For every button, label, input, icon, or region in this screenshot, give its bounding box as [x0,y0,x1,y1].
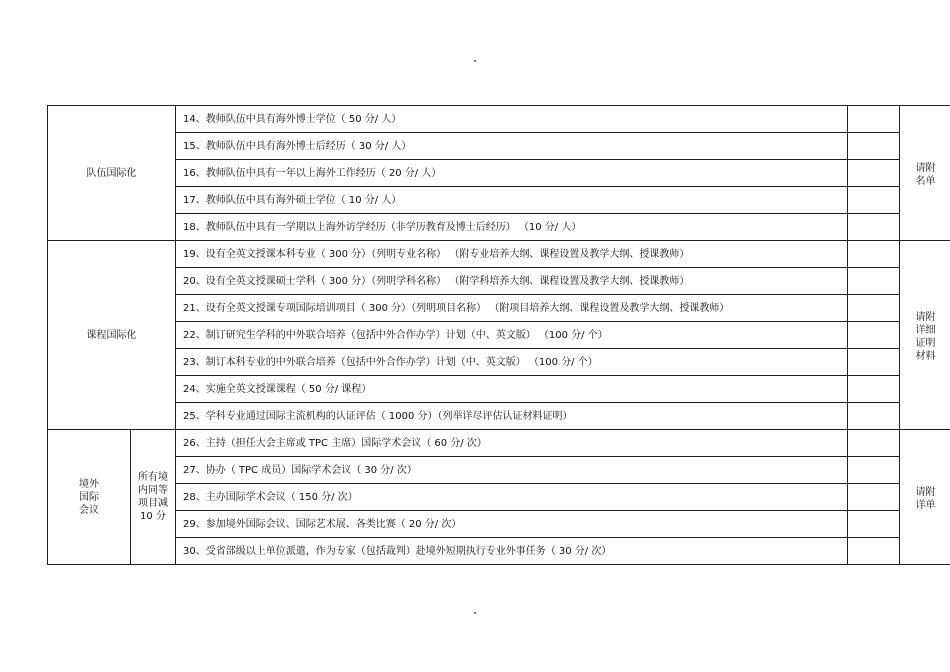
score-cell[interactable] [848,376,900,403]
table-row [48,106,950,133]
item-25: 25、学科专业通过国际主流机构的认证评估（ 1000 分）（列举详尽评估认证材料证明） [176,403,848,430]
table-row [48,268,950,295]
table-row [48,511,950,538]
table-row [48,376,950,403]
score-cell[interactable] [848,484,900,511]
item-14: 14、教师队伍中具有海外博士学位（ 50 分/ 人） [176,106,848,133]
scoring-table [47,105,950,565]
table-row [48,457,950,484]
score-cell[interactable] [848,268,900,295]
score-cell[interactable] [848,403,900,430]
table-row [48,322,950,349]
item-22: 22、制订研究生学科的中外联合培养（包括中外合作办学）计划（中、英文版） （100 分/ 个） [176,322,848,349]
category-conference: 境外 国际 会议 [48,430,131,565]
item-28: 28、主办国际学术会议（ 150 分/ 次） [176,484,848,511]
table-row [48,187,950,214]
category-course: 课程国际化 [48,241,176,430]
table-row [48,538,950,565]
table-row [48,295,950,322]
item-16: 16、教师队伍中具有一年以上海外工作经历（ 20 分/ 人） [176,160,848,187]
score-cell[interactable] [848,538,900,565]
item-27: 27、协办（ TPC 成员）国际学术会议（ 30 分/ 次） [176,457,848,484]
conference-rule: 所有境 内同等 项目减 10 分 [131,430,176,565]
item-26: 26、主持（担任大会主席或 TPC 主席）国际学术会议（ 60 分/ 次） [176,430,848,457]
score-cell[interactable] [848,187,900,214]
score-cell[interactable] [848,160,900,187]
item-15: 15、教师队伍中具有海外博士后经历（ 30 分/ 人） [176,133,848,160]
item-18: 18、教师队伍中具有一学期以上海外访学经历（非学历教育及博士后经历） （10 分/ 人） [176,214,848,241]
table-row [48,403,950,430]
table-row [48,160,950,187]
score-cell[interactable] [848,106,900,133]
score-cell[interactable] [848,430,900,457]
table-row [48,349,950,376]
item-30: 30、受省部级以上单位派遣，作为专家（包括裁判）赴境外短期执行专业外事任务（ 30 分/ 次） [176,538,848,565]
score-cell[interactable] [848,511,900,538]
item-19: 19、设有全英文授课本科专业（ 300 分）（列明专业名称） （附专业培养大纲、课程设置及教学大纲、授课教师） [176,241,848,268]
table-row [48,214,950,241]
note-team: 请附 名单 [900,106,950,241]
item-29: 29、参加境外国际会议、国际艺术展、各类比赛（ 20 分/ 次） [176,511,848,538]
item-23: 23、制订本科专业的中外联合培养（包括中外合作办学）计划（中、英文版） （100 分/ 个） [176,349,848,376]
score-cell[interactable] [848,214,900,241]
page-dot-top [474,60,476,62]
table-row [48,430,950,457]
table-row [48,133,950,160]
score-cell[interactable] [848,457,900,484]
score-cell[interactable] [848,322,900,349]
page-dot-bottom [474,612,476,614]
note-conference: 请附 详单 [900,430,950,565]
score-cell[interactable] [848,133,900,160]
score-cell[interactable] [848,241,900,268]
category-team: 队伍国际化 [48,106,176,241]
score-cell[interactable] [848,349,900,376]
table-row [48,241,950,268]
table-row [48,484,950,511]
item-20: 20、设有全英文授课硕士学科（ 300 分）（列明学科名称） （附学科培养大纲、课程设置及教学大纲、授课教师） [176,268,848,295]
item-24: 24、实施全英文授课课程（ 50 分/ 课程） [176,376,848,403]
note-course: 请附 详细 证明 材料 [900,241,950,430]
item-17: 17、教师队伍中具有海外硕士学位（ 10 分/ 人） [176,187,848,214]
item-21: 21、设有全英文授课专项国际培训项目（ 300 分）（列明项目名称） （附项目培养大纲、课程设置及教学大纲、授课教师） [176,295,848,322]
score-cell[interactable] [848,295,900,322]
